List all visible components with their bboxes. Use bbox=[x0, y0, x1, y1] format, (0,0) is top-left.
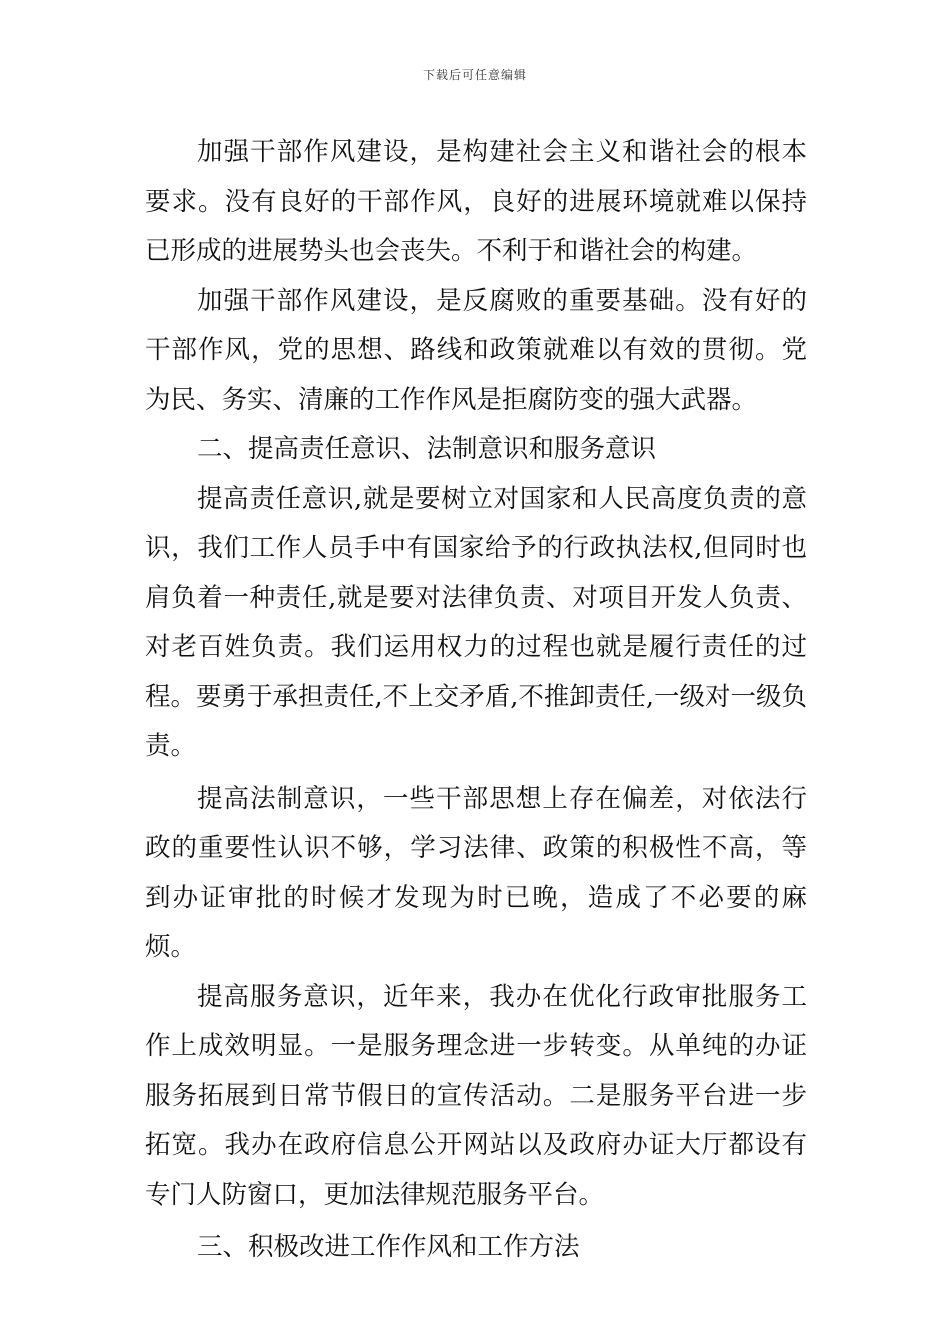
paragraph-5: 提高服务意识，近年来，我办在优化行政审批服务工作上成效明显。一是服务理念进一步转变。从单纯的办证服务拓展到日常节假日的宣传活动。二是服务平台进一步拓宽。我办在政府信息公开网站以及政府办证大厅都设有专门人防窗口，更加法律规范服务平台。 bbox=[145, 981, 807, 1210]
paragraph-2: 加强干部作风建设，是反腐败的重要基础。没有好的干部作风，党的思想、路线和政策就难以有效的贯彻。党为民、务实、清廉的工作作风是拒腐防变的强大武器。 bbox=[145, 285, 807, 415]
paragraph-4: 提高法制意识，一些干部思想上存在偏差，对依法行政的重要性认识不够，学习法律、政策的积极性不高，等到办证审批的时候才发现为时已晚，造成了不必要的麻烦。 bbox=[145, 783, 807, 962]
header-note: 下载后可任意编辑 bbox=[422, 68, 527, 82]
section-heading-3: 三、积极改进工作作风和工作方法 bbox=[197, 1232, 580, 1262]
section-heading-2: 二、提高责任意识、法制意识和服务意识 bbox=[197, 434, 657, 464]
paragraph-3: 提高责任意识,就是要树立对国家和人民高度负责的意识，我们工作人员手中有国家给予的行政执法权,但同时也肩负着一种责任,就是要对法律负责、对项目开发人负责、对老百姓负责。我们运用权力的过程也就是履行责任的过程。要勇于承担责任,不上交矛盾,不推卸责任,一级对一级负责。 bbox=[145, 483, 807, 761]
paragraph-1: 加强干部作风建设，是构建社会主义和谐社会的根本要求。没有良好的干部作风，良好的进展环境就难以保持已形成的进展势头也会丧失。不利于和谐社会的构建。 bbox=[145, 137, 807, 266]
document-body bbox=[145, 128, 807, 1273]
